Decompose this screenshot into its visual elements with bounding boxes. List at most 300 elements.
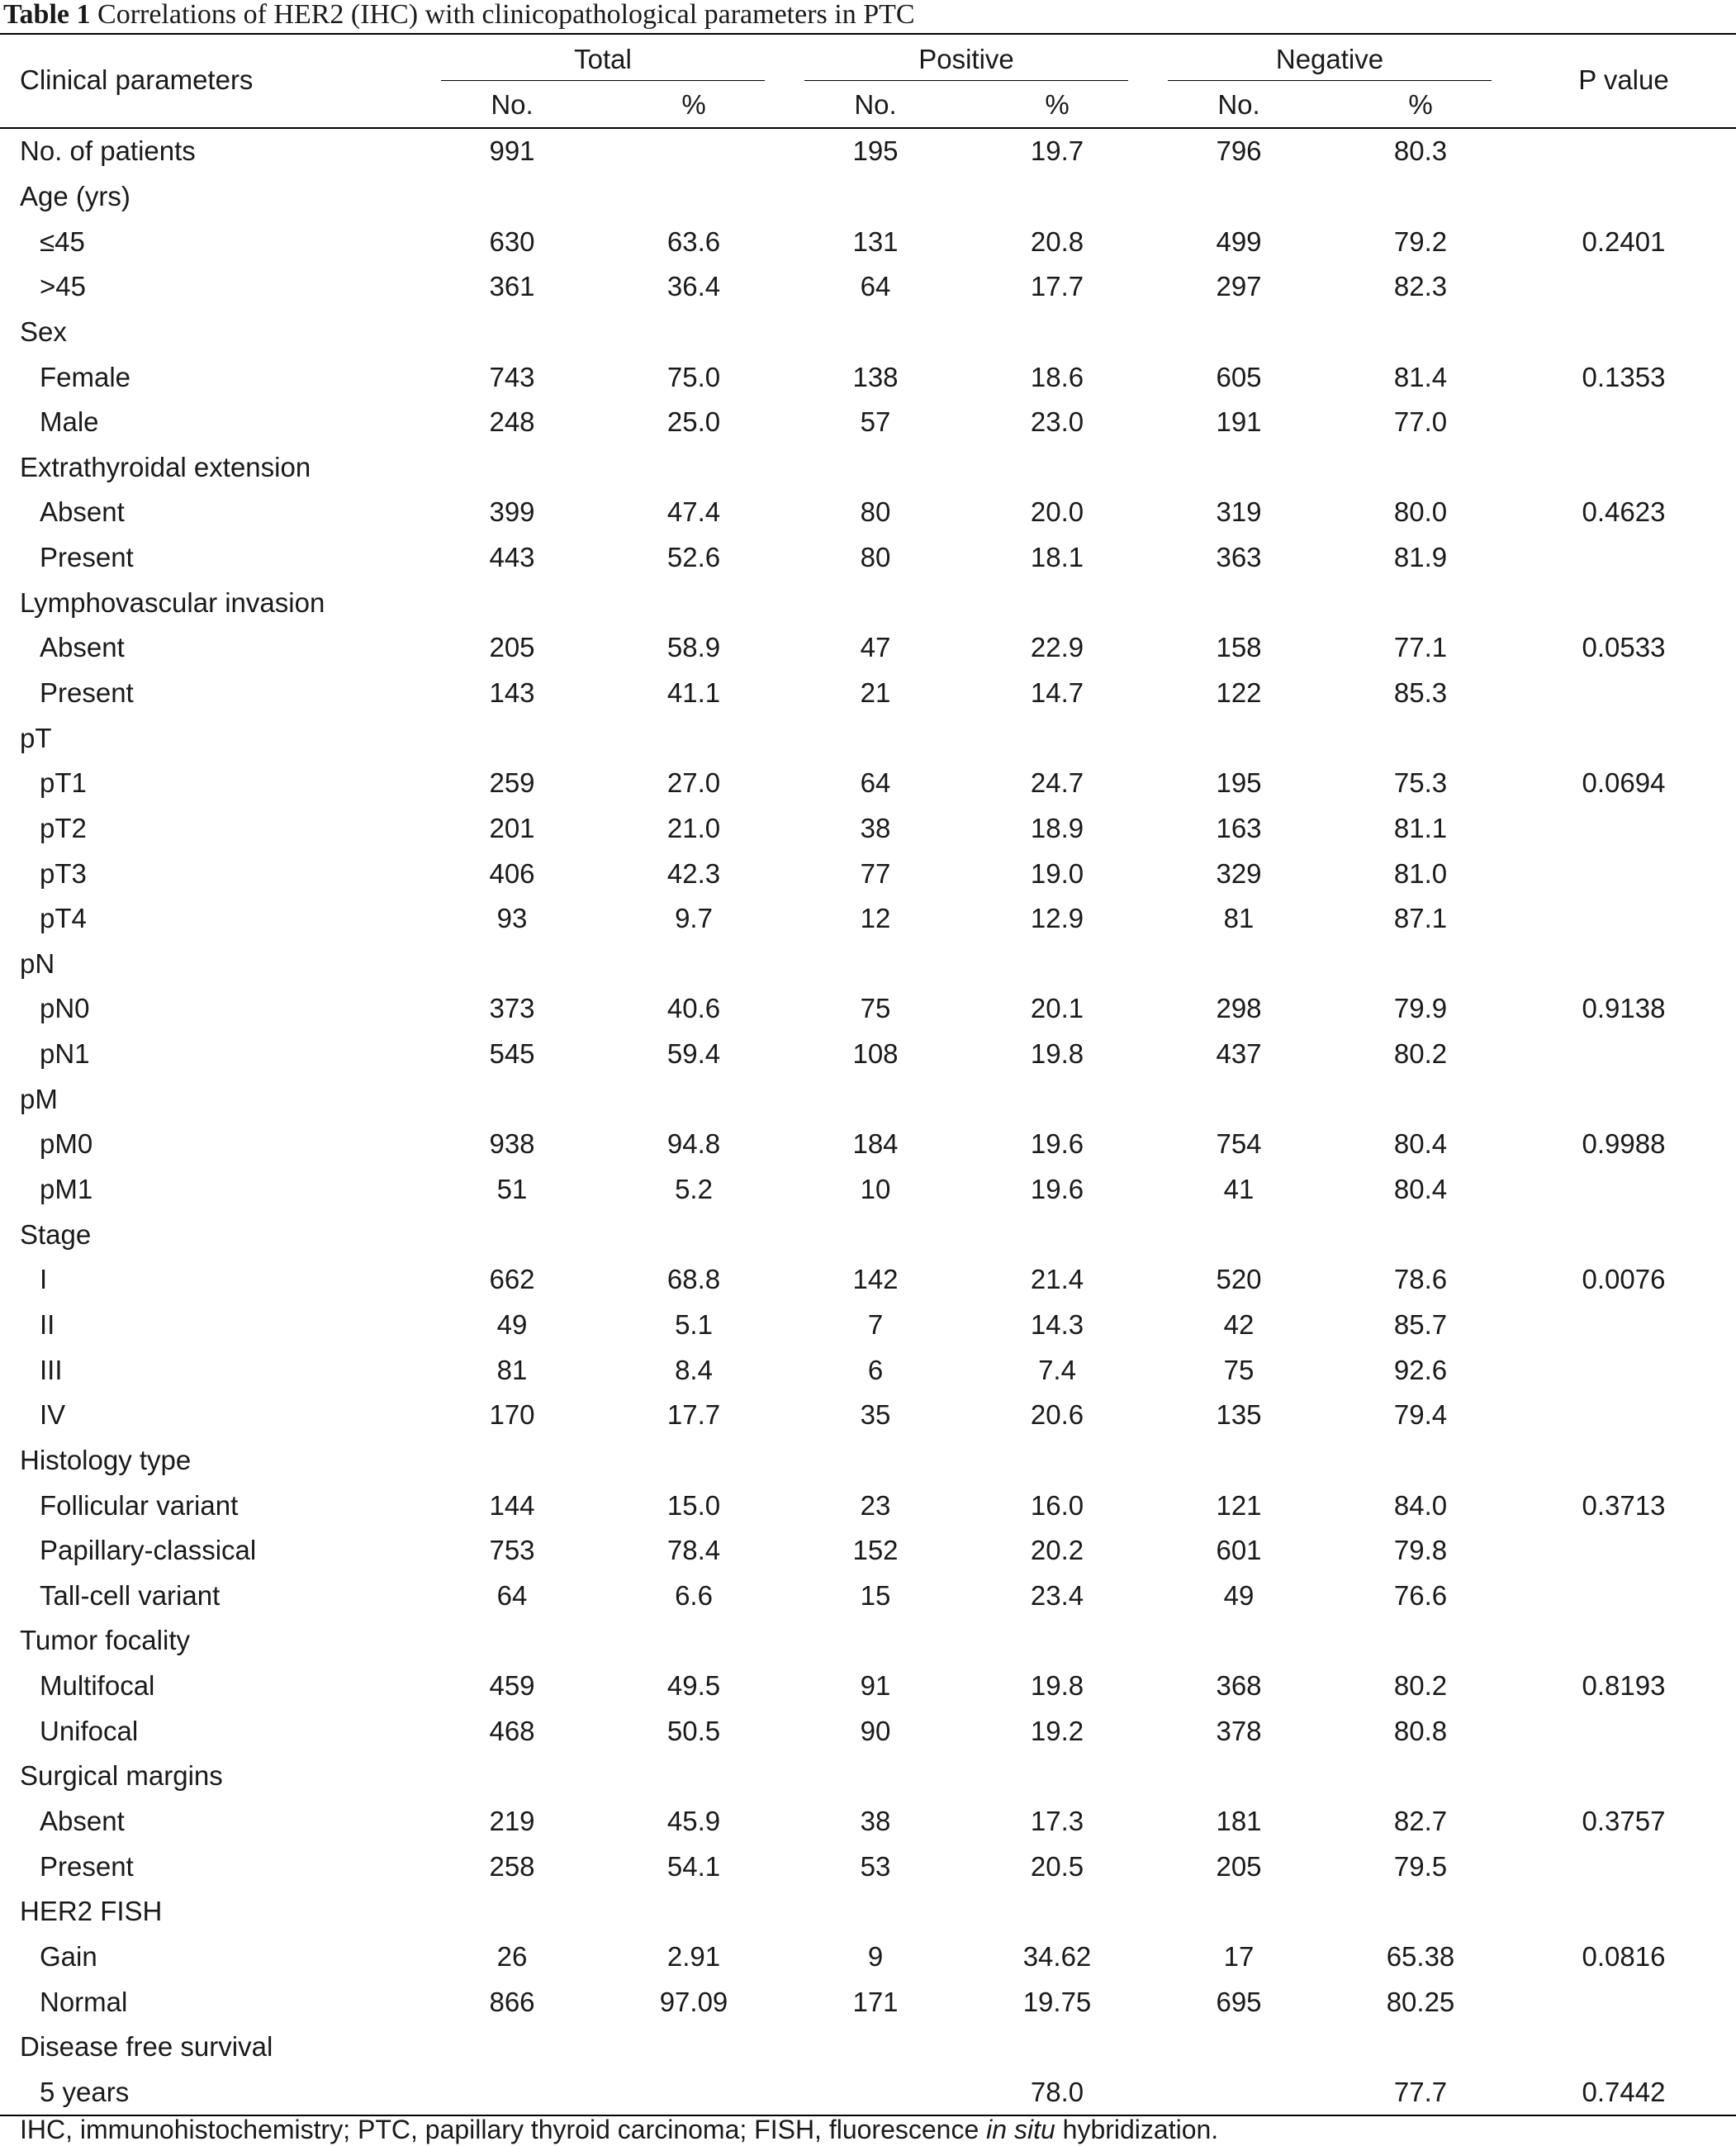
cell-positive-no: [785, 1889, 966, 1935]
cell-negative-no: [1148, 444, 1330, 490]
table-row: [0, 1618, 1736, 1664]
cell-total-no: 399: [489, 496, 535, 528]
row-label: Age (yrs): [20, 180, 130, 211]
row-sublabel: III: [40, 1354, 63, 1385]
cell-negative-no: 437: [1216, 1038, 1262, 1070]
cell-negative-pct: 85.3: [1393, 677, 1448, 708]
row-sublabel: Present: [40, 1850, 134, 1882]
cell-total-pct: 21.0: [666, 812, 721, 843]
cell-negative-no: 499: [1216, 226, 1262, 257]
cell-p-value: 0.3757: [1582, 1806, 1666, 1837]
cell-positive-no: [785, 1076, 966, 1122]
cell-negative-no: 158: [1216, 632, 1262, 663]
row-sublabel: Absent: [40, 496, 125, 528]
cell-p-value: [1511, 671, 1736, 716]
cell-positive-pct: [966, 174, 1148, 220]
cell-positive-pct: [966, 2025, 1148, 2070]
cell-negative-no: 121: [1216, 1489, 1262, 1521]
cell-negative-pct: 80.25: [1386, 1986, 1455, 2017]
cell-positive-pct: 17.3: [1030, 1806, 1084, 1837]
cell-total-no: [421, 942, 603, 987]
row-label: HER2 FISH: [20, 1896, 163, 1927]
cell-total-pct: 63.6: [666, 226, 721, 257]
cell-positive-pct: [966, 1076, 1148, 1122]
cell-negative-pct: [1330, 310, 1511, 355]
cell-p-value: [1511, 535, 1736, 581]
table-caption-text: Correlations of HER2 (IHC) with clinicopathological parameters in PTC: [97, 0, 915, 30]
cell-positive-no: 6: [867, 1354, 884, 1385]
cell-p-value: [1511, 806, 1736, 852]
cell-positive-pct: 18.6: [1030, 361, 1084, 392]
cell-negative-pct: 79.2: [1393, 226, 1448, 257]
cell-total-pct: 52.6: [666, 542, 721, 573]
cell-total-no: [421, 2025, 603, 2070]
cell-total-no: [421, 1618, 603, 1664]
cell-total-pct: [603, 1754, 785, 1799]
cell-total-pct: [603, 128, 785, 174]
row-label: Extrathyroidal extension: [20, 451, 311, 482]
table-row: [0, 896, 1736, 942]
cell-p-value: 0.9988: [1582, 1128, 1666, 1160]
row-sublabel: Papillary-classical: [40, 1535, 257, 1566]
cell-negative-no: 75: [1223, 1354, 1255, 1385]
cell-total-no: [421, 174, 603, 220]
cell-positive-no: [785, 580, 966, 625]
cell-negative-pct: 81.9: [1393, 542, 1448, 573]
row-sublabel: I: [40, 1264, 48, 1295]
header-total-pct: %: [603, 83, 785, 128]
cell-positive-pct: 17.7: [1030, 271, 1084, 302]
cell-negative-no: [1148, 1889, 1330, 1935]
cell-positive-pct: 19.8: [1030, 1038, 1084, 1070]
cell-negative-pct: 84.0: [1393, 1489, 1448, 1521]
cell-p-value: [1511, 1393, 1736, 1438]
cell-positive-no: 90: [860, 1715, 891, 1746]
cell-positive-pct: 78.0: [966, 2070, 1148, 2116]
cell-negative-no: 49: [1223, 1579, 1255, 1611]
cell-positive-pct: [966, 1618, 1148, 1664]
cell-negative-no: 81: [1223, 903, 1255, 934]
cell-negative-no: 378: [1216, 1715, 1262, 1746]
cell-negative-pct: 80.8: [1393, 1715, 1448, 1746]
cell-positive-no: 64: [860, 767, 891, 799]
cell-total-no: [421, 1754, 603, 1799]
table-row: [0, 1889, 1736, 1935]
cell-p-value: [1511, 128, 1736, 174]
header-p-value: P value: [1511, 34, 1736, 128]
cell-positive-pct: 18.9: [1030, 812, 1084, 843]
cell-negative-pct: 78.6: [1393, 1264, 1448, 1295]
cell-negative-pct: 79.5: [1393, 1850, 1448, 1882]
cell-positive-pct: 20.1: [1030, 993, 1084, 1024]
cell-total-pct: 15.0: [666, 1489, 721, 1521]
cell-negative-no: 363: [1216, 542, 1262, 573]
cell-positive-no: 23: [860, 1489, 891, 1521]
cell-p-value: [1511, 1574, 1736, 1619]
cell-positive-no: 38: [860, 812, 891, 843]
cell-negative-no: 319: [1216, 496, 1262, 528]
cell-total-no: 248: [489, 406, 535, 438]
cell-total-pct: 27.0: [666, 767, 721, 799]
cell-total-pct: [603, 2070, 785, 2116]
row-label: Histology type: [20, 1444, 192, 1475]
cell-total-no: 64: [496, 1579, 528, 1611]
cell-negative-pct: [1330, 715, 1511, 761]
cell-total-pct: [603, 310, 785, 355]
cell-positive-pct: 20.0: [1030, 496, 1084, 528]
row-sublabel: Female: [40, 361, 131, 392]
table-row: [0, 354, 1736, 400]
cell-positive-no: 21: [860, 677, 891, 708]
cell-positive-pct: 14.3: [1030, 1308, 1084, 1340]
cell-p-value: [1511, 1303, 1736, 1348]
cell-negative-no: 41: [1223, 1174, 1255, 1205]
cell-positive-pct: [966, 310, 1148, 355]
cell-negative-no: [1148, 942, 1330, 987]
cell-p-value: [1511, 400, 1736, 445]
header-positive: [785, 34, 1148, 83]
table-body: [0, 128, 1736, 2115]
cell-negative-pct: 77.0: [1393, 406, 1448, 438]
cell-positive-no: [785, 2025, 966, 2070]
cell-negative-no: 42: [1223, 1308, 1255, 1340]
cell-total-no: 406: [489, 857, 535, 889]
cell-p-value: 0.3713: [1582, 1489, 1666, 1521]
row-sublabel: Normal: [40, 1986, 128, 2017]
table-row: [0, 128, 1736, 174]
cell-positive-no: 7: [867, 1308, 884, 1340]
cell-p-value: 0.1353: [1582, 361, 1666, 392]
table-row: [0, 580, 1736, 625]
row-sublabel: pN1: [40, 1038, 90, 1070]
table-row: [0, 1393, 1736, 1438]
cell-total-pct: [603, 2025, 785, 2070]
cell-positive-no: [785, 1438, 966, 1484]
header-positive-pct: %: [966, 83, 1148, 128]
row-sublabel: Tall-cell variant: [40, 1579, 221, 1611]
row-sublabel: Present: [40, 542, 134, 573]
cell-p-value: 0.4623: [1582, 496, 1666, 528]
table-row: [0, 444, 1736, 490]
row-sublabel: pN0: [40, 993, 90, 1024]
cell-total-no: 743: [489, 361, 535, 392]
cell-positive-pct: 19.2: [1030, 1715, 1084, 1746]
cell-negative-no: 605: [1216, 361, 1262, 392]
cell-p-value: [1511, 1889, 1736, 1935]
cell-positive-pct: 14.7: [1030, 677, 1084, 708]
cell-total-no: [421, 2070, 603, 2116]
cell-total-pct: 17.7: [666, 1399, 721, 1431]
cell-positive-no: [785, 1754, 966, 1799]
cell-total-pct: 41.1: [666, 677, 721, 708]
cell-negative-no: 195: [1216, 767, 1262, 799]
row-sublabel: pT3: [40, 857, 87, 889]
cell-p-value: [1511, 896, 1736, 942]
cell-p-value: 0.9138: [1582, 993, 1666, 1024]
table-row: [0, 1076, 1736, 1122]
cell-total-pct: 2.91: [666, 1940, 721, 1972]
cell-negative-pct: 82.3: [1393, 271, 1448, 302]
cell-positive-no: 57: [860, 406, 891, 438]
cell-total-no: 258: [489, 1850, 535, 1882]
cell-positive-pct: 19.8: [1030, 1670, 1084, 1702]
cell-p-value: [1511, 310, 1736, 355]
cell-negative-pct: 76.6: [1393, 1579, 1448, 1611]
cell-total-no: 361: [489, 271, 535, 302]
row-label: Surgical margins: [20, 1760, 223, 1792]
cell-p-value: [1511, 1347, 1736, 1393]
cell-total-pct: 9.7: [675, 903, 713, 934]
cell-p-value: [1511, 1528, 1736, 1574]
cell-positive-no: [785, 2070, 966, 2116]
cell-negative-pct: 80.0: [1393, 496, 1448, 528]
cell-total-pct: 50.5: [666, 1715, 721, 1746]
cell-negative-pct: [1330, 1889, 1511, 1935]
cell-total-no: 143: [489, 677, 535, 708]
cell-negative-pct: [1330, 1438, 1511, 1484]
cell-p-value: 0.7442: [1511, 2070, 1736, 2116]
cell-positive-pct: [966, 580, 1148, 625]
header-total-label: Total: [441, 44, 765, 81]
cell-negative-pct: [1330, 1754, 1511, 1799]
cell-positive-pct: [966, 1438, 1148, 1484]
cell-negative-pct: [1330, 942, 1511, 987]
cell-negative-no: 601: [1216, 1535, 1262, 1566]
cell-positive-no: 53: [860, 1850, 891, 1882]
cell-negative-no: [1148, 1438, 1330, 1484]
cell-positive-pct: 7.4: [1038, 1354, 1076, 1385]
cell-total-no: 170: [489, 1399, 535, 1431]
cell-positive-no: 35: [860, 1399, 891, 1431]
table-row: [0, 1708, 1736, 1754]
cell-negative-pct: 79.8: [1393, 1535, 1448, 1566]
cell-total-pct: 45.9: [666, 1806, 721, 1837]
cell-negative-no: 17: [1223, 1940, 1255, 1972]
row-sublabel: Present: [40, 677, 134, 708]
header-total-no: No.: [421, 83, 603, 128]
cell-positive-no: 184: [852, 1128, 899, 1160]
cell-negative-pct: 80.4: [1393, 1174, 1448, 1205]
cell-negative-pct: [1330, 2025, 1511, 2070]
cell-positive-no: 91: [860, 1670, 891, 1702]
cell-p-value: [1511, 1754, 1736, 1799]
cell-positive-no: 10: [860, 1174, 891, 1205]
cell-total-no: 545: [489, 1038, 535, 1070]
row-sublabel: Follicular variant: [40, 1489, 239, 1521]
table-row: [0, 535, 1736, 581]
cell-positive-no: [785, 174, 966, 220]
cell-negative-no: 329: [1216, 857, 1262, 889]
footnote-text-after: hybridization.: [1055, 2115, 1219, 2144]
cell-total-pct: [603, 1889, 785, 1935]
cell-total-no: [421, 1438, 603, 1484]
cell-total-no: 93: [496, 903, 528, 934]
cell-positive-no: 80: [860, 496, 891, 528]
cell-negative-no: [1148, 1212, 1330, 1257]
cell-total-no: [421, 444, 603, 490]
row-sublabel: IV: [40, 1399, 66, 1431]
cell-total-no: [421, 310, 603, 355]
table-row: [0, 761, 1736, 806]
cell-total-pct: 40.6: [666, 993, 721, 1024]
cell-positive-no: [785, 1212, 966, 1257]
cell-positive-no: 195: [852, 135, 899, 167]
cell-positive-no: [785, 715, 966, 761]
cell-total-no: 662: [489, 1264, 535, 1295]
cell-negative-no: 205: [1216, 1850, 1262, 1882]
cell-p-value: [1511, 1844, 1736, 1889]
cell-positive-no: 15: [860, 1579, 891, 1611]
cell-positive-no: [785, 1618, 966, 1664]
header-negative-pct: %: [1330, 83, 1511, 128]
footnote-text-italic: in situ: [986, 2115, 1055, 2144]
row-label: pN: [20, 947, 55, 979]
row-label: Disease free survival: [20, 2031, 273, 2063]
cell-negative-pct: [1330, 580, 1511, 625]
table-row: [0, 1483, 1736, 1528]
table-row: [0, 1528, 1736, 1574]
table-row: [0, 1844, 1736, 1889]
table-row: [0, 264, 1736, 310]
cell-total-pct: [603, 942, 785, 987]
cell-total-no: 49: [496, 1308, 528, 1340]
cell-positive-pct: 20.2: [1030, 1535, 1084, 1566]
table-row: [0, 1167, 1736, 1213]
table-row: [0, 942, 1736, 987]
cell-positive-pct: 23.0: [1030, 406, 1084, 438]
cell-positive-no: 142: [852, 1264, 899, 1295]
row-sublabel: 5 years: [0, 2070, 421, 2116]
table-row: [0, 671, 1736, 716]
cell-positive-no: [785, 310, 966, 355]
table-row: [0, 1754, 1736, 1799]
cell-positive-pct: 16.0: [1030, 1489, 1084, 1521]
cell-negative-pct: [1330, 174, 1511, 220]
cell-positive-no: 12: [860, 903, 891, 934]
row-sublabel: pT1: [40, 767, 87, 799]
cell-positive-no: 77: [860, 857, 891, 889]
cell-total-no: [421, 1212, 603, 1257]
table-row: [0, 1574, 1736, 1619]
cell-total-no: 259: [489, 767, 535, 799]
cell-p-value: [1511, 174, 1736, 220]
cell-negative-no: [1148, 1076, 1330, 1122]
cell-negative-no: [1148, 310, 1330, 355]
cell-positive-pct: [966, 1889, 1148, 1935]
table-caption: [3, 0, 915, 30]
cell-total-no: 26: [496, 1940, 528, 1972]
header-positive-no: No.: [785, 83, 966, 128]
cell-p-value: 0.0533: [1582, 632, 1666, 663]
cell-total-pct: [603, 580, 785, 625]
table-row: [0, 1347, 1736, 1393]
table-row: [0, 2025, 1736, 2070]
cell-negative-pct: [1330, 1212, 1511, 1257]
cell-positive-no: 64: [860, 271, 891, 302]
cell-negative-no: 754: [1216, 1128, 1262, 1160]
cell-negative-pct: [1330, 444, 1511, 490]
row-sublabel: Absent: [40, 632, 125, 663]
cell-positive-no: [785, 942, 966, 987]
data-table: [0, 33, 1736, 2116]
row-sublabel: Absent: [40, 1806, 125, 1837]
table-row: [0, 174, 1736, 220]
cell-total-pct: 6.6: [675, 1579, 713, 1611]
table-row: [0, 1122, 1736, 1167]
cell-negative-no: [1148, 2025, 1330, 2070]
row-sublabel: Unifocal: [40, 1715, 139, 1746]
header-negative-label: Negative: [1168, 44, 1492, 81]
table-row: [0, 2070, 1736, 2116]
cell-negative-pct: 81.0: [1393, 857, 1448, 889]
cell-p-value: [1511, 1212, 1736, 1257]
cell-total-no: 866: [489, 1986, 535, 2017]
table-row: [0, 490, 1736, 535]
row-sublabel: Gain: [40, 1940, 97, 1972]
cell-negative-pct: 82.7: [1393, 1806, 1448, 1837]
cell-positive-pct: [966, 942, 1148, 987]
cell-total-no: 144: [489, 1489, 535, 1521]
cell-positive-pct: 19.6: [1030, 1128, 1084, 1160]
cell-total-pct: 47.4: [666, 496, 721, 528]
cell-positive-no: 38: [860, 1806, 891, 1837]
cell-positive-pct: 20.6: [1030, 1399, 1084, 1431]
cell-negative-pct: 80.3: [1393, 135, 1448, 167]
cell-negative-pct: 85.7: [1393, 1308, 1448, 1340]
cell-p-value: 0.0076: [1582, 1264, 1666, 1295]
table-row: [0, 1257, 1736, 1303]
cell-total-pct: 58.9: [666, 632, 721, 663]
cell-negative-no: 695: [1216, 1986, 1262, 2017]
cell-total-no: 201: [489, 812, 535, 843]
row-label: Tumor focality: [20, 1625, 190, 1656]
cell-total-pct: [603, 715, 785, 761]
table-row: [0, 1212, 1736, 1257]
row-label: pM: [20, 1083, 58, 1114]
cell-positive-pct: 18.1: [1030, 542, 1084, 573]
row-sublabel: Male: [40, 406, 99, 438]
cell-p-value: [1511, 444, 1736, 490]
cell-total-pct: 94.8: [666, 1128, 721, 1160]
cell-positive-pct: [966, 1754, 1148, 1799]
cell-positive-no: 108: [852, 1038, 899, 1070]
cell-total-no: 373: [489, 993, 535, 1024]
cell-negative-no: [1148, 2070, 1330, 2116]
cell-total-no: 753: [489, 1535, 535, 1566]
cell-total-pct: 68.8: [666, 1264, 721, 1295]
cell-total-no: 81: [496, 1354, 528, 1385]
cell-negative-pct: 65.38: [1386, 1940, 1455, 1972]
cell-p-value: [1511, 580, 1736, 625]
cell-p-value: [1511, 1167, 1736, 1213]
row-sublabel: ≤45: [40, 226, 85, 257]
cell-p-value: [1511, 1076, 1736, 1122]
cell-p-value: [1511, 2025, 1736, 2070]
cell-total-pct: 97.09: [659, 1986, 728, 2017]
table-row: [0, 400, 1736, 445]
cell-positive-pct: 19.7: [1030, 135, 1084, 167]
row-sublabel: pM0: [40, 1128, 93, 1160]
row-label: Sex: [20, 316, 67, 347]
cell-p-value: 0.2401: [1582, 226, 1666, 257]
header-total: [421, 34, 785, 83]
cell-p-value: [1511, 942, 1736, 987]
table-row: [0, 851, 1736, 896]
cell-total-pct: [603, 174, 785, 220]
cell-total-no: 205: [489, 632, 535, 663]
cell-total-no: 51: [496, 1174, 528, 1205]
cell-positive-no: [785, 444, 966, 490]
